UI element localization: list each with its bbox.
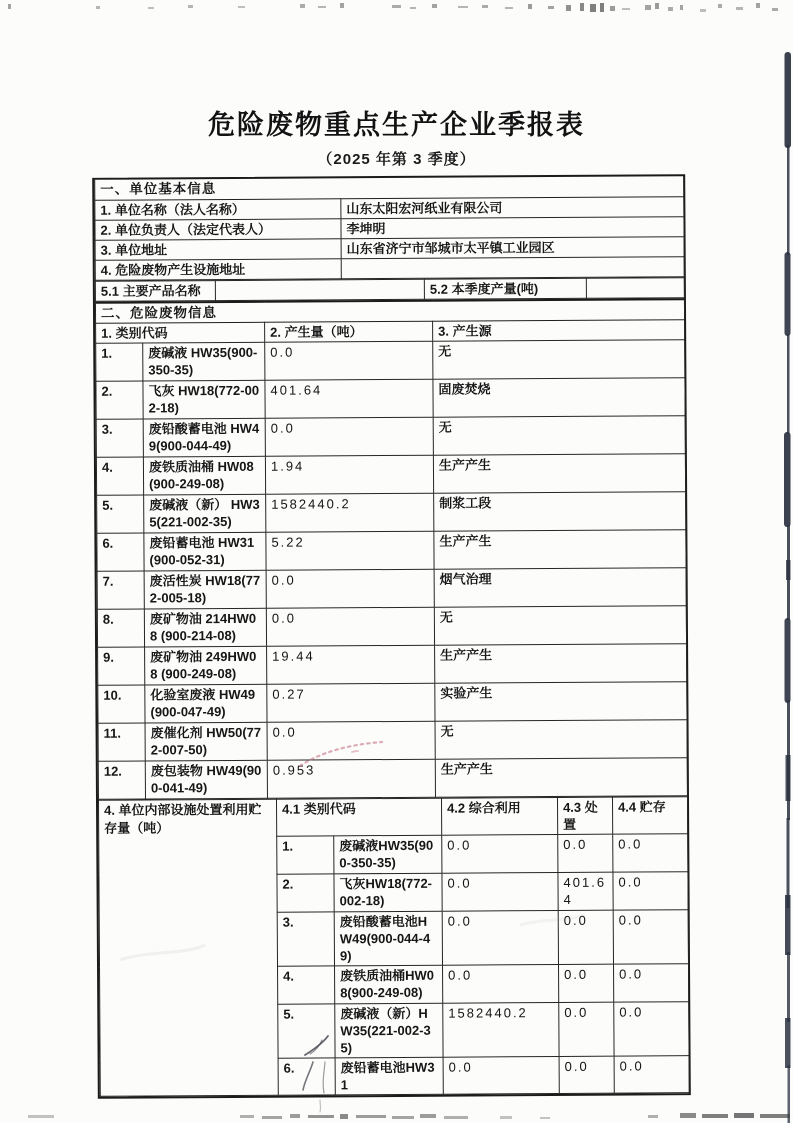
table-row: [98, 758, 687, 800]
store-value: 0.0: [614, 964, 689, 1002]
amount-value: 1582440.2: [266, 493, 434, 532]
amount-value: 0.0: [266, 569, 434, 608]
table-row: [96, 416, 685, 458]
waste-name: 废碱液（新） HW35(221-002-35): [144, 494, 266, 533]
source-value: 生产产生: [435, 644, 687, 684]
waste-name: 废包装物 HW49(900-041-49): [145, 760, 267, 799]
amount-value: 19.44: [267, 645, 435, 684]
amount-value: 0.27: [267, 683, 435, 722]
col-header-storage: 4.4 贮存: [612, 797, 687, 834]
use-value: 0.0: [442, 872, 558, 911]
section1-table: [94, 176, 685, 280]
unit-name-value: 山东太阳宏河纸业有限公司: [341, 196, 684, 218]
row-number: 1.: [96, 343, 143, 381]
table-row: [96, 340, 685, 382]
amount-value: 0.0: [267, 721, 435, 760]
amount-value: 0.0: [266, 607, 434, 646]
store-value: 0.0: [614, 1056, 689, 1093]
dispose-value: 0.0: [558, 910, 613, 964]
main-product-value: [215, 279, 424, 300]
use-value: 1582440.2: [443, 1002, 559, 1057]
amount-value: 5.22: [266, 531, 434, 570]
waste-name: 废碱液HW35(900-350-35): [334, 835, 442, 874]
waste-name: 废铁质油桶HW08(900-249-08): [335, 965, 443, 1004]
col-header-category-code: 4.1 类别代码: [276, 798, 441, 836]
section4-table: [98, 796, 690, 1097]
dispose-value: 0.0: [558, 834, 613, 872]
source-value: 制浆工段: [434, 492, 686, 532]
waste-name: 废铁质油桶 HW08(900-249-08): [143, 456, 265, 495]
dispose-value: 401.64: [558, 872, 613, 910]
row-number: 1.: [277, 836, 334, 874]
facility-address-value: [341, 256, 684, 278]
source-value: 无: [434, 606, 686, 646]
use-value: 0.0: [443, 964, 559, 1003]
scan-noise-top: [8, 3, 778, 12]
waste-name: 飞灰 HW18(772-002-18): [143, 380, 265, 419]
dispose-value: 0.0: [559, 964, 614, 1002]
unit-head-label: 2. 单位负责人（法定代表人）: [95, 218, 341, 240]
row-number: 11.: [98, 723, 145, 761]
store-value: 0.0: [614, 1002, 689, 1056]
waste-name: 废碱液（新）HW35(221-002-35): [335, 1003, 443, 1058]
col-header-amount: 2. 产生量（吨）: [265, 321, 433, 342]
unit-address-value: 山东省济宁市邹城市太平镇工业园区: [341, 236, 684, 258]
table-row: [98, 682, 687, 724]
waste-name: 废矿物油 249HW08 (900-249-08): [145, 646, 267, 685]
waste-name: 废活性炭 HW18(772-005-18): [144, 570, 266, 609]
table-row: [97, 606, 686, 648]
dispose-value: 0.0: [559, 1056, 614, 1093]
section4-header-row: [98, 797, 687, 838]
source-value: 生产产生: [434, 530, 686, 570]
right-edge-streak: [784, 52, 791, 1123]
amount-value: 401.64: [265, 379, 433, 418]
row-number: 8.: [97, 609, 144, 647]
row-number: 3.: [96, 419, 143, 457]
use-value: 0.0: [443, 1056, 559, 1094]
row-number: 12.: [98, 761, 145, 799]
col-header-comprehensive-use: 4.2 综合利用: [441, 797, 557, 835]
col-header-source: 3. 产生源: [433, 320, 685, 342]
col-header-disposal: 4.3 处置: [557, 797, 612, 834]
source-value: 生产产生: [435, 758, 687, 798]
main-product-label: 5.1 主要产品名称: [95, 280, 215, 301]
table-row: [97, 530, 686, 572]
row-number: 9.: [98, 647, 145, 685]
row-number: 6.: [97, 533, 144, 571]
use-value: 0.0: [442, 910, 558, 965]
amount-value: 0.0: [265, 341, 433, 380]
source-value: 固废焚烧: [433, 378, 685, 418]
source-value: 无: [435, 720, 687, 760]
waste-name: 废矿物油 214HW08 (900-214-08): [144, 608, 266, 647]
row-number: 5.: [278, 1004, 335, 1058]
store-value: 0.0: [613, 910, 688, 964]
waste-name: 飞灰HW18(772-002-18): [334, 873, 442, 912]
amount-value: 0.953: [267, 759, 435, 798]
waste-name: 废铅酸蓄电池HW49(900-044-49): [334, 911, 442, 966]
source-value: 生产产生: [433, 454, 685, 494]
unit-address-label: 3. 单位地址: [95, 238, 341, 260]
source-value: 实验产生: [435, 682, 687, 722]
section2-table: [95, 298, 688, 800]
quarter-output-label: 5.2 本季度产量(吨): [424, 278, 586, 299]
dispose-value: 0.0: [559, 1002, 614, 1056]
waste-name: 废催化剂 HW50(772-007-50): [145, 722, 267, 761]
quarter-output-value: [586, 277, 684, 298]
source-value: 无: [433, 340, 685, 380]
store-value: 0.0: [613, 834, 688, 872]
page-title: 危险废物重点生产企业季报表: [208, 110, 585, 140]
amount-value: 0.0: [265, 417, 433, 456]
waste-name: 废碱液 HW35(900-350-35): [143, 342, 265, 381]
section4-label: 4. 单位内部设施处置利用贮存量（吨）: [98, 799, 278, 1096]
unit-head-value: 李坤明: [341, 216, 684, 238]
waste-name: 化验室废液 HW49(900-047-49): [145, 684, 267, 723]
row-number: 4.: [96, 457, 143, 495]
col-header-category: 1. 类别代码: [96, 322, 265, 343]
section1-header: 一、单位基本信息: [95, 176, 684, 200]
row-number: 7.: [97, 571, 144, 609]
row-number: 3.: [277, 912, 334, 966]
section2-header: 二、危险废物信息: [95, 299, 684, 324]
amount-value: 1.94: [265, 455, 433, 494]
page-subtitle: （2025 年第 3 季度）: [317, 151, 476, 168]
unit-name-label: 1. 单位名称（法人名称）: [95, 198, 341, 220]
store-value: 0.0: [613, 872, 688, 910]
waste-name: 废铅蓄电池 HW31(900-052-31): [144, 532, 266, 571]
table-row: [97, 492, 686, 534]
row-number: 10.: [98, 685, 145, 723]
table-row: [97, 568, 686, 610]
table-row: [98, 644, 687, 686]
waste-name: 废铅酸蓄电池 HW49(900-044-49): [143, 418, 265, 457]
source-value: 烟气治理: [434, 568, 686, 608]
facility-address-label: 4. 危险废物产生设施地址: [95, 258, 341, 280]
use-value: 0.0: [442, 834, 558, 873]
row-number: 6.: [278, 1058, 335, 1095]
table-row: [96, 378, 685, 420]
row-number: 2.: [96, 381, 143, 419]
source-value: 无: [433, 416, 685, 456]
row-number: 2.: [277, 874, 334, 912]
quarterly-report-form: [92, 174, 691, 1099]
scan-noise-bottom: [28, 1113, 790, 1119]
table-row: [96, 454, 685, 496]
row-number: 4.: [278, 966, 335, 1004]
waste-name: 废铅蓄电池HW31: [335, 1057, 443, 1095]
table-row: [98, 720, 687, 762]
row-number: 5.: [97, 495, 144, 533]
